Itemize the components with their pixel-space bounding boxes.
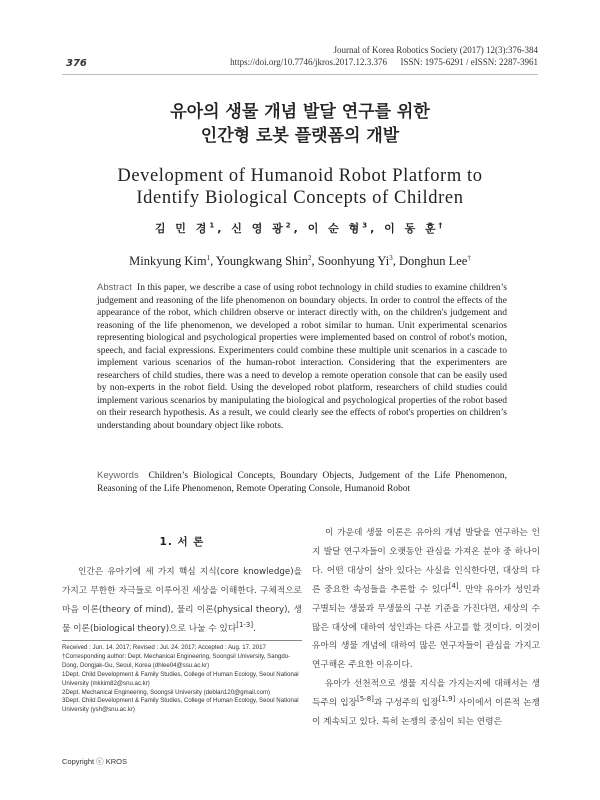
footnote-received: Received : Jun. 14. 2017; Revised : Jul. 24. 2017; Accepted : Aug. 17. 2017 xyxy=(62,644,266,651)
journal-header xyxy=(230,44,538,68)
author-ko-sup: 1 xyxy=(209,221,218,230)
title-english-line-1: Development of Humanoid Robot Platform to xyxy=(117,166,483,186)
para2-text-c: 사이에서 이론적 논쟁이 계속되고 있다. 특히 논쟁의 중심이 되는 연령은 xyxy=(312,698,540,728)
author-ko-sup: † xyxy=(438,221,446,230)
citation[interactable]: [1-3] xyxy=(236,621,254,630)
author-ko-sup: 3 xyxy=(362,221,371,230)
author-en-sep: , xyxy=(210,254,216,268)
author-en-name: Minkyung Kim xyxy=(129,254,207,268)
abstract-label: Abstract xyxy=(97,282,132,293)
title-korean xyxy=(0,100,600,148)
author-en-sup: 3 xyxy=(389,253,393,262)
author-en-sup: 2 xyxy=(308,253,312,262)
authors-english xyxy=(0,254,600,269)
author-ko-name: 신 영 광 xyxy=(231,222,286,235)
author-en-name: Youngkwang Shin xyxy=(215,254,309,268)
author-ko-name: 이 동 훈 xyxy=(384,222,439,235)
keywords xyxy=(97,469,507,496)
issn-text: ISSN: 1975-6291 / eISSN: 2287-3961 xyxy=(400,57,538,67)
author-en-sup: 1 xyxy=(206,253,211,262)
author-ko-name: 이 순 형 xyxy=(307,222,363,235)
journal-line: Journal of Korea Robotics Society (2017) 12(3):376-384 xyxy=(333,45,538,55)
para1-text-b: . 만약 유아가 성인과 구별되는 생물과 무생물의 구분 기준을 가진다면, 세상의 수많은 대상에 대하여 성인과는 다른 사고를 할 것이다. 이것이 유아의 생물 개념에 대하여 많은 연구자들이 관심을 가지고 연구해온 주요한 이유이다. xyxy=(312,584,540,671)
author-en-sep: , xyxy=(311,254,318,268)
author-ko-name: 김 민 경 xyxy=(154,222,210,235)
page-number: 376 xyxy=(66,58,87,69)
header-rule xyxy=(62,74,538,75)
para2-text-a: 유아가 선천적으로 생물 지식을 가지는지에 대해서는 생득주의 입장 xyxy=(312,679,540,709)
citation[interactable]: [5-8] xyxy=(357,695,374,704)
keywords-text: Children’s Biological Concepts, Boundary Objects, Judgement of the Life Phenomenon, Reasoning of the Life Phenomenon, Remote Operating Console, Humanoid Robot xyxy=(97,471,507,494)
author-en-name: Soonhyung Yi xyxy=(317,254,390,268)
section-title: 1. 서 론 xyxy=(159,536,205,548)
abstract xyxy=(97,282,507,432)
citation[interactable]: [1,9] xyxy=(438,695,456,704)
author-en-sup: † xyxy=(467,253,471,262)
right-column-body xyxy=(312,524,540,732)
author-ko-sep: , xyxy=(293,222,308,235)
title-korean-line-1: 유아의 생물 개념 발달 연구를 위한 xyxy=(170,102,430,122)
left-column-body xyxy=(62,563,302,639)
author-ko-sep: , xyxy=(217,222,232,235)
para1-text-a: 이 가운데 생물 이론은 유아의 개념 발달을 연구하는 인지 발달 연구자들이 오랫동안 관심을 가져온 분야 중 하나이다. 어떤 대상이 살아 있다는 사실을 인식한다면, 대상의 다른 중요한 속성들을 추론할 수 있다 xyxy=(312,528,540,595)
footnote-rule xyxy=(62,640,302,641)
intro-text-end: . xyxy=(253,624,256,634)
doi-link[interactable]: https://doi.org/10.7746/jkros.2017.12.3.376 xyxy=(230,57,387,67)
title-english-line-2: Identify Biological Concepts of Children xyxy=(136,188,464,208)
abstract-text: In this paper, we describe a case of using robot technology in child studies to examine children’s judgement and reasoning of the life phenomenon on boundary objects. In order to control the effects of the appearance of the robot, which children observe or interact directly with, on the children's judgement and reasoning of the life phenomenon, we developed a robot similar to human. Unit experimental scenarios representing biological and psychological properties were implemented based on control of robot's motion, speech, and facial expressions. Experimenters could combine these multiple unit scenarios in a cascade to implement various scenarios of the human-robot interaction. Considering that the experimenters are researchers of child studies, there was a need to develop a remote operation console that can be easily used by non-experts in the robot field. Using the developed robot platform, researchers of child studies could implement various scenarios by manipulating the biological and psychological properties of the robot based on their research hypothesis. As a result, we could clearly see the effects of robot's properties on children’s understanding about boundary object like robots. xyxy=(97,283,507,431)
footnote-affiliation-3: 3Dept. Child Development & Family Studies, College of Human Ecology, Seoul National University (ysh@snu.ac.kr) xyxy=(62,697,299,714)
keywords-label: Keywords xyxy=(97,470,139,481)
copyright: Copyright ⓒ KROS xyxy=(62,757,128,766)
author-ko-sup: 2 xyxy=(285,221,294,230)
footnote-affiliation-1: 1Dept. Child Development & Family Studies, College of Human Ecology, Seoul National University (mkkim82@snu.ac.kr) xyxy=(62,670,299,687)
author-en-sep: , xyxy=(392,254,399,268)
paragraph xyxy=(312,524,540,675)
author-ko-sep: , xyxy=(370,222,385,235)
author-en-name: Donghun Lee xyxy=(398,254,468,268)
footnote-corresponding: †Corresponding author: Dept. Mechanical Engineering, Soongsil University, Sangdo-Dong, Dongjak-Gu, Seoul, Korea (dhlee04@ssu.ac.kr) xyxy=(62,652,291,669)
paragraph xyxy=(312,675,540,732)
footnote-affiliation-2: 2Dept. Mechanical Engineering, Soongsil University (deblan120@gmail.com) xyxy=(62,688,271,696)
footnotes xyxy=(62,644,302,715)
citation[interactable]: [4] xyxy=(448,581,459,590)
title-korean-line-2: 인간형 로봇 플랫폼의 개발 xyxy=(200,126,400,146)
para2-text-b: 과 구성주의 입장 xyxy=(373,698,439,709)
authors-korean xyxy=(0,220,600,236)
title-english xyxy=(0,165,600,209)
intro-text: 인간은 유아기에 세 가지 핵심 지식(core knowledge)을 가지고 무한한 자극들로 이루어진 세상을 이해한다. 구체적으로 마음 이론(theory of mind), 물리 이론(physical theory), 생물 이론(biological theory)으로 나눌 수 있다 xyxy=(62,567,302,634)
doi-issn-line xyxy=(230,56,538,68)
